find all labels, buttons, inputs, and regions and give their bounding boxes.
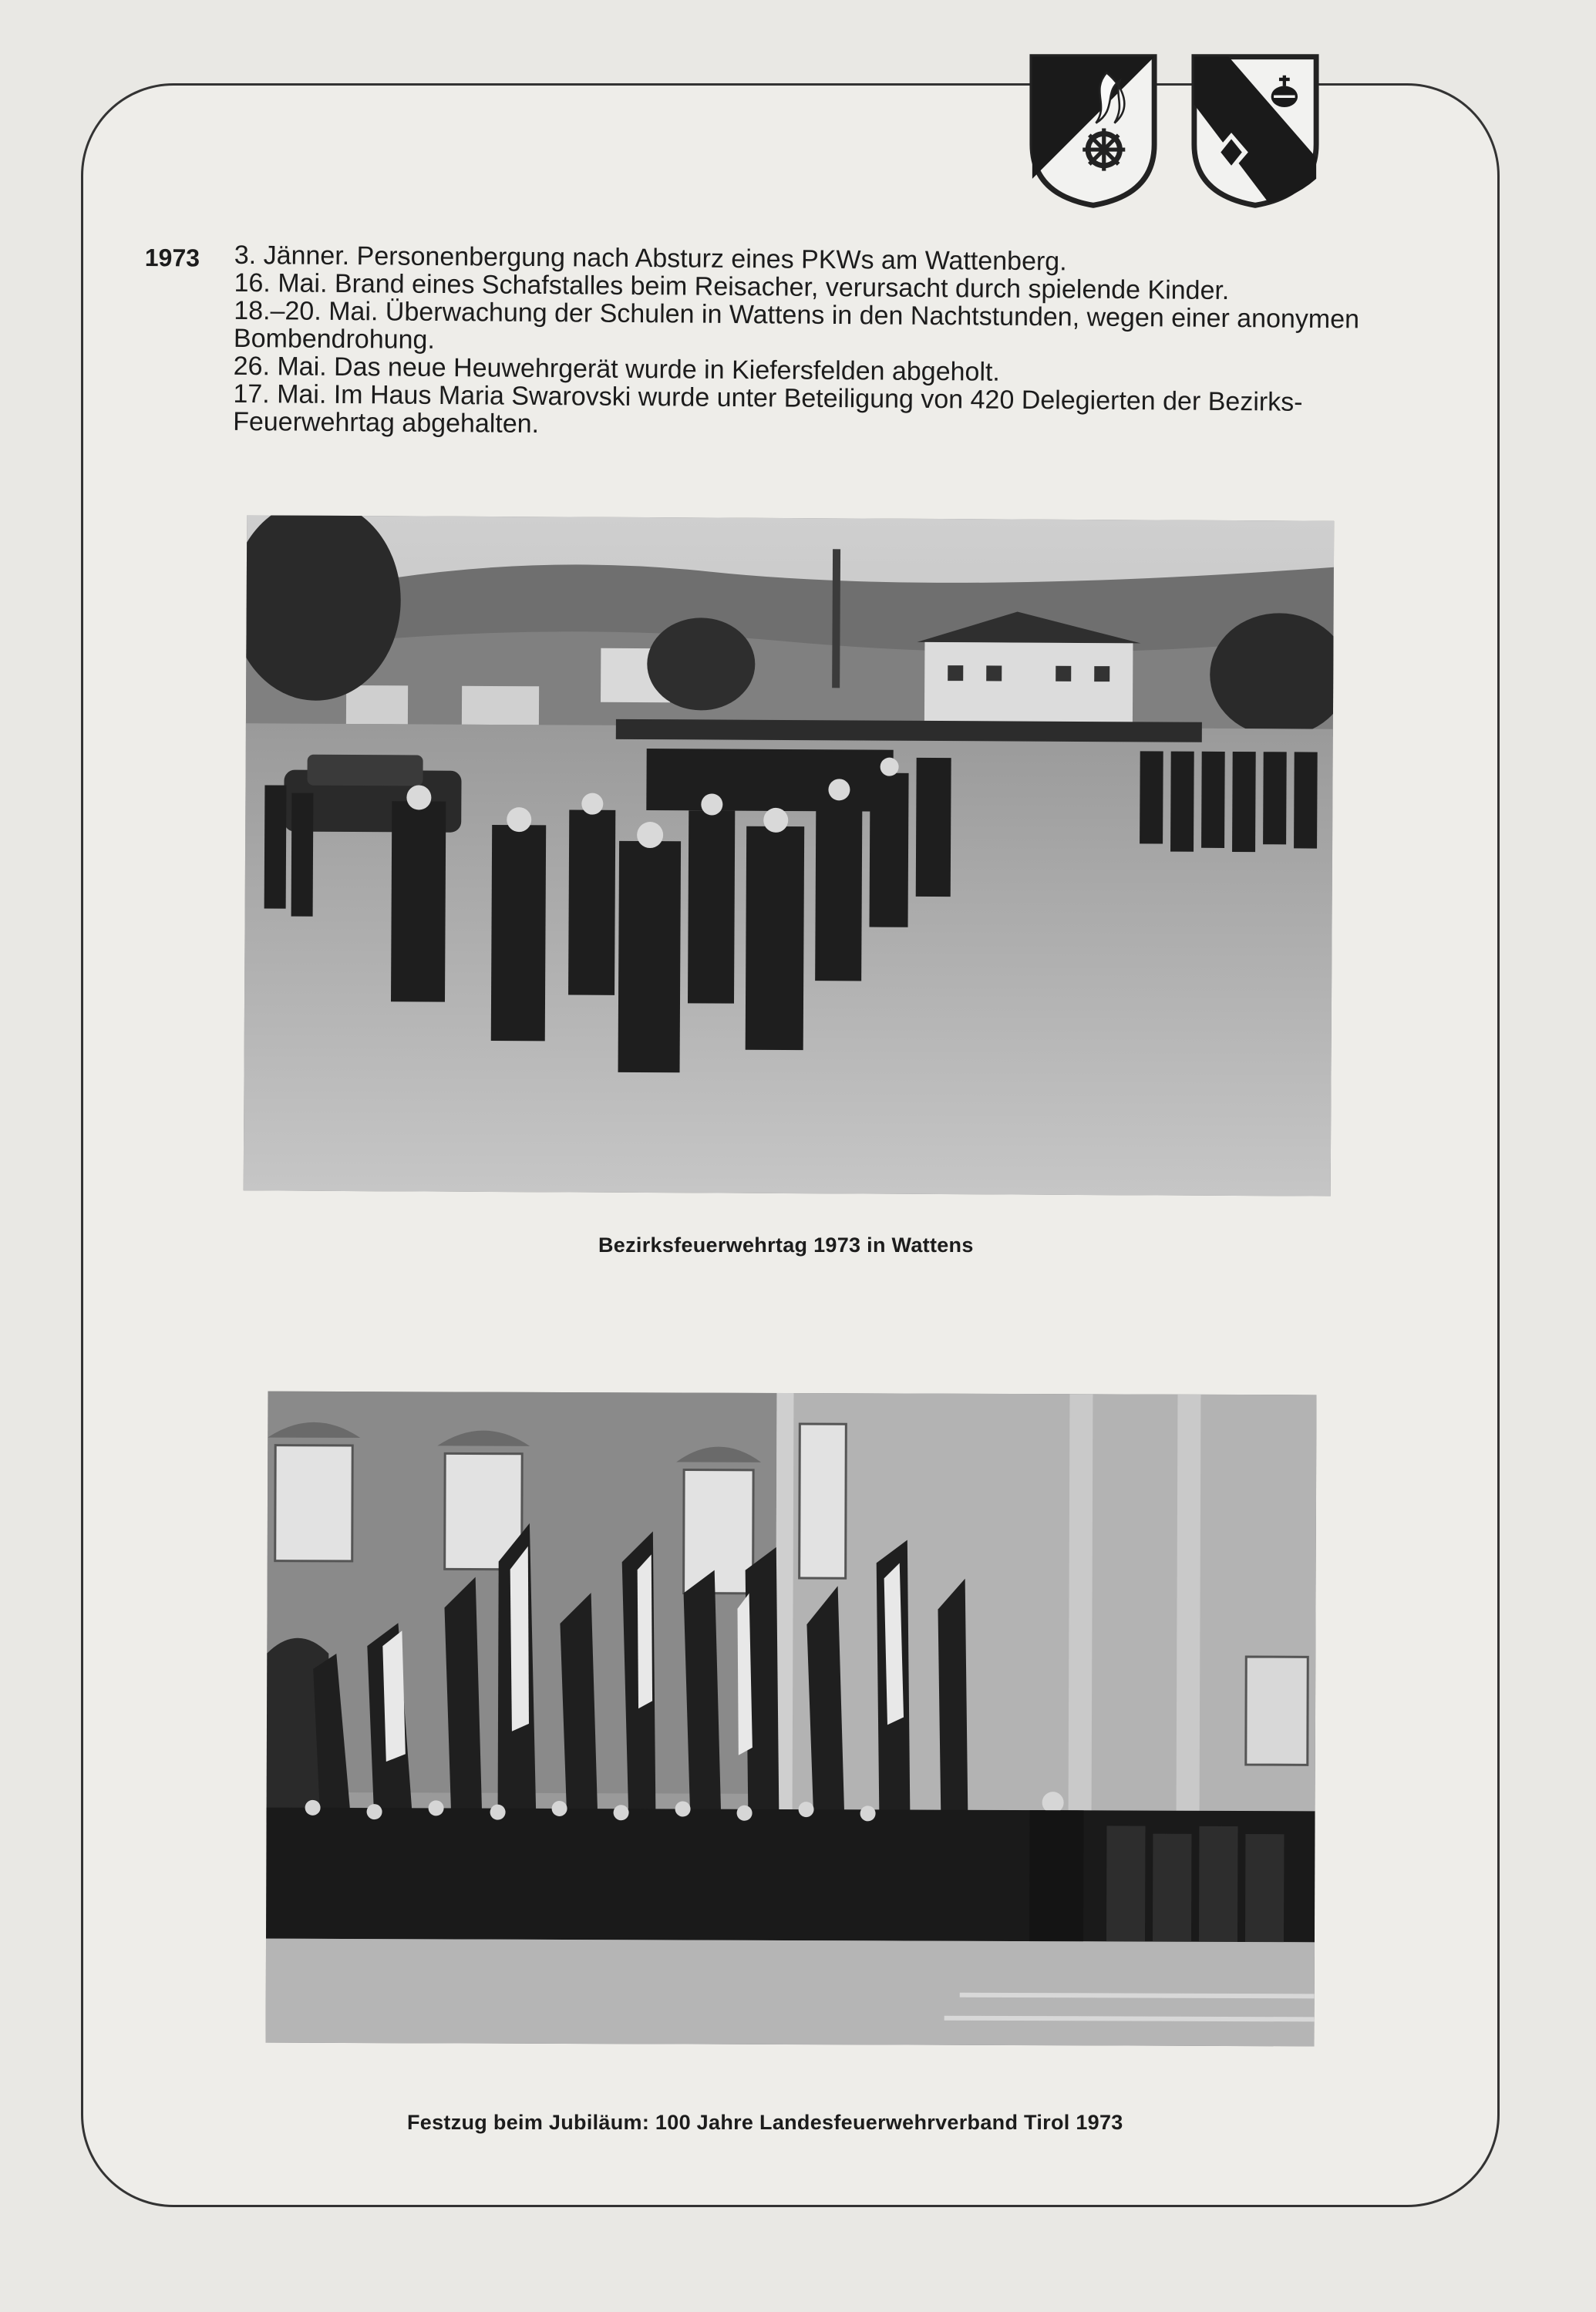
- chronicle-entry: 18.–20. Mai. Überwachung der Schulen in Wattens in den Nachtstunden, wegen einer anonymen Bombendrohung.: [233, 295, 1360, 355]
- chronicle-year: 1973: [144, 243, 200, 272]
- chronicle-entry: 3. Jänner. Personenbergung nach Absturz eines PKWs am Wattenberg.: [234, 240, 1067, 277]
- crest-group: [1027, 51, 1322, 211]
- photo-caption: Bezirksfeuerwehrtag 1973 in Wattens: [598, 1233, 974, 1257]
- municipal-coat-of-arms-icon: [1189, 51, 1322, 211]
- chronicle-entry: 17. Mai. Im Haus Maria Swarovski wurde unter Beteiligung von 420 Delegierten der Bezirks-Feuerwehrtag abgehalten.: [233, 379, 1303, 439]
- photo-bezirksfeuerwehrtag: [244, 515, 1335, 1196]
- chronicle-text: [143, 241, 1456, 445]
- flag-procession-illustration: [266, 1392, 1317, 2047]
- photo-festzug-jubilaeum: [266, 1392, 1317, 2047]
- parade-photo-illustration: [244, 515, 1335, 1196]
- chronicle-entries: [233, 241, 1456, 445]
- photo-caption: Festzug beim Jubiläum: 100 Jahre Landesfeuerwehrverband Tirol 1973: [407, 2111, 1123, 2134]
- chronicle-entry: 26. Mai. Das neue Heuwehrgerät wurde in Kiefersfelden abgeholt.: [233, 351, 1000, 387]
- fire-brigade-crest-icon: [1027, 51, 1160, 211]
- chronicle-entry: 16. Mai. Brand eines Schafstalles beim Reisacher, verursacht durch spielende Kinder.: [234, 268, 1230, 306]
